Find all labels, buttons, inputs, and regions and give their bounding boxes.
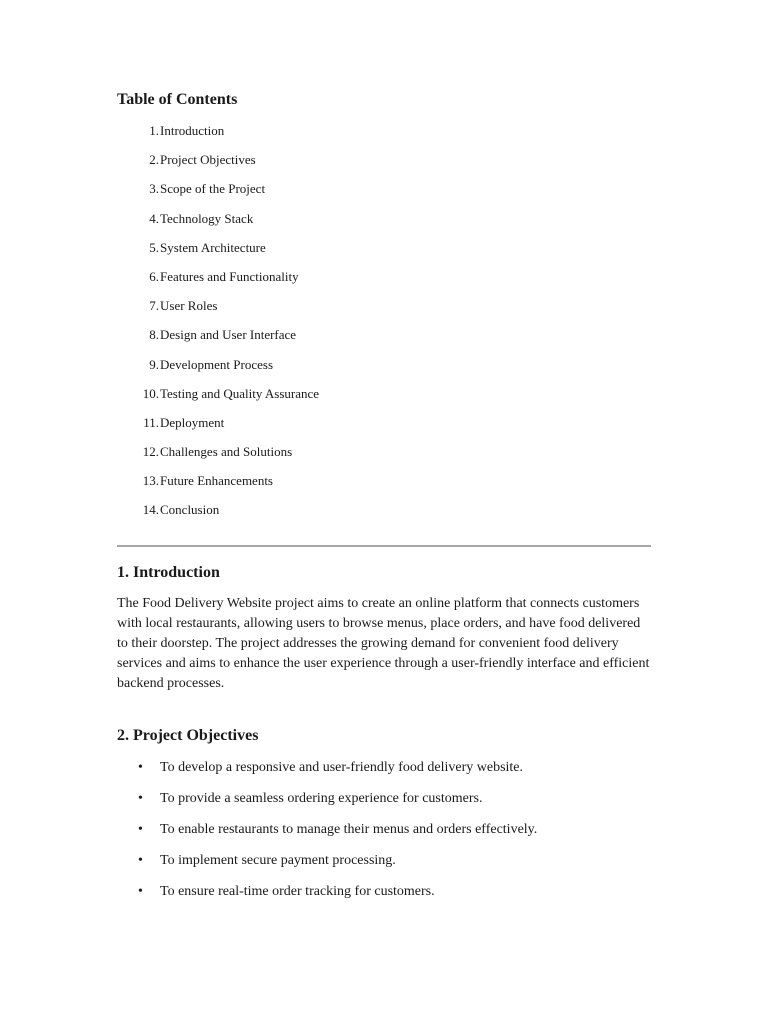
bullet: • — [138, 822, 143, 837]
toc-item — [117, 267, 651, 296]
toc-item-label: Future Enhancements — [160, 473, 273, 489]
list-item — [117, 789, 651, 820]
objectives-list — [117, 758, 651, 913]
bullet: • — [138, 791, 143, 806]
toc-item — [117, 355, 651, 384]
toc-title: Table of Contents — [117, 91, 238, 108]
toc-item-number: 13. — [142, 473, 159, 489]
toc-item-label: Deployment — [160, 414, 225, 430]
list-item — [117, 758, 651, 789]
toc-item-number: 9. — [149, 356, 159, 372]
toc-item-number: 14. — [142, 502, 159, 518]
toc-item-number: 6. — [149, 268, 159, 284]
toc-item — [117, 500, 651, 529]
list-item — [117, 820, 651, 851]
toc-item-label: Scope of the Project — [160, 181, 266, 197]
toc-item — [117, 413, 651, 442]
toc-item-label: Features and Functionality — [160, 268, 299, 284]
objectives-heading: 2. Project Objectives — [117, 727, 259, 744]
bullet: • — [138, 760, 143, 775]
toc-item — [117, 179, 651, 208]
toc-item-number: 4. — [149, 210, 159, 226]
toc-list — [117, 121, 651, 530]
toc-item-label: Conclusion — [160, 502, 220, 518]
toc-item-label: User Roles — [160, 298, 218, 314]
toc-item-label: System Architecture — [160, 239, 266, 255]
toc-item — [117, 238, 651, 267]
toc-item-label: Technology Stack — [160, 210, 254, 226]
bullet: • — [138, 884, 143, 899]
toc-item-label: Testing and Quality Assurance — [160, 385, 320, 401]
toc-item-label: Challenges and Solutions — [160, 444, 293, 460]
toc-item-number: 5. — [149, 239, 159, 255]
objective-text: To develop a responsive and user-friendly food delivery website. — [160, 760, 524, 775]
toc-item-number: 10. — [142, 385, 159, 401]
introduction-heading: 1. Introduction — [117, 564, 220, 581]
toc-item-number: 3. — [149, 181, 159, 197]
objective-text: To implement secure payment processing. — [160, 853, 396, 868]
bullet: • — [138, 853, 143, 868]
toc-item — [117, 150, 651, 179]
objective-text: To provide a seamless ordering experience for customers. — [160, 791, 483, 806]
list-item — [117, 851, 651, 882]
toc-item — [117, 296, 651, 325]
toc-item-number: 11. — [143, 414, 159, 430]
toc-item-number: 2. — [149, 152, 159, 168]
toc-item-number: 1. — [149, 123, 159, 138]
introduction-paragraph: The Food Delivery Website project aims to create an online platform that connects customers with local restaurants, allowing users to browse menus, place orders, and have food delivered to their doorstep. The project addresses the growing demand for convenient food delivery services and aims to enhance the user experience through a user-friendly interface and efficient backend processes. — [117, 596, 650, 691]
toc-item — [117, 442, 651, 471]
toc-item — [117, 121, 651, 150]
toc-item-label: Design and User Interface — [160, 327, 297, 343]
toc-item-number: 12. — [142, 444, 159, 460]
objective-text: To enable restaurants to manage their menus and orders effectively. — [160, 822, 538, 837]
toc-item-label: Introduction — [160, 123, 225, 138]
toc-item-label: Development Process — [160, 356, 274, 372]
toc-item-number: 7. — [149, 298, 159, 314]
objective-text: To ensure real-time order tracking for customers. — [160, 884, 435, 899]
toc-item — [117, 209, 651, 238]
list-item — [117, 882, 651, 913]
toc-item — [117, 325, 651, 354]
toc-item — [117, 384, 651, 413]
toc-item-number: 8. — [149, 327, 159, 343]
section-divider — [117, 545, 651, 547]
toc-item-label: Project Objectives — [160, 152, 256, 168]
toc-item — [117, 471, 651, 500]
